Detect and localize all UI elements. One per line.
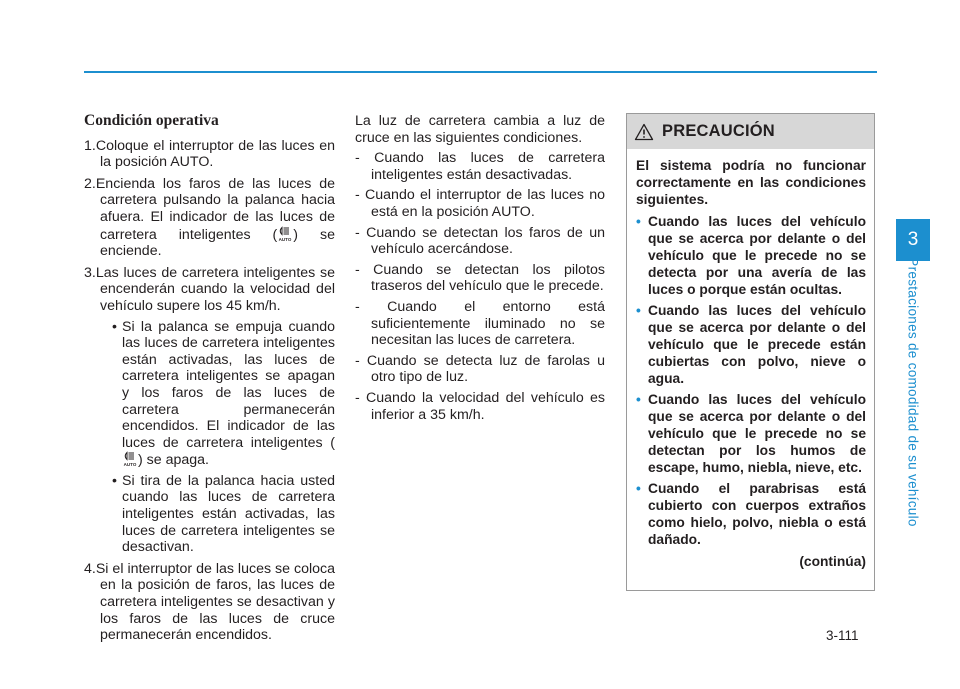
bullet-dot-icon: •	[112, 472, 117, 489]
condition-item: - Cuando se detectan los faros de un vehículo acercándose.	[355, 224, 605, 258]
caution-list	[636, 214, 866, 548]
bullet-dot-icon: •	[636, 303, 641, 319]
bullet-dot-icon: •	[112, 318, 117, 335]
bullet-dot-icon: •	[636, 214, 641, 230]
condition-item: - Cuando las luces de carretera inteligentes están desactivadas.	[355, 150, 605, 183]
step-item: 2.Encienda los faros de las luces de carretera pulsando la palanca hacia afuera. El indicador de las luces de carretera inteligentes ( AUTO ) se enciende.	[84, 175, 335, 260]
caution-box	[626, 113, 875, 591]
step-item: 3.Las luces de carretera inteligentes se encenderán cuando la velocidad del vehículo supere los 45 km/h. • Si la palanca se empuja cuando las luces de carretera inteligentes están activadas, las luces de carretera inteligentes se apagan y los faros de las luces de carretera permanecerán encendidos. El indicador de las luces de carretera inteligentes ( AUTO ) se apaga. • Si tira de la palanca hacia usted cuando las luces de carretera inteligentes están activadas, las luces de carretera inteligentes se desactivan.	[84, 264, 335, 556]
bullet-item: • Si la palanca se empuja cuando las luces de carretera inteligentes están activadas, las luces de carretera inteligentes se apagan y los faros de las luces de carretera permanecerán encendidos. El indicador de las luces de carretera inteligentes ( AUTO ) se apaga.	[112, 318, 335, 469]
step-item: 4.Si el interruptor de las luces se coloca en la posición de faros, las luces de carretera inteligentes se desactivan y los faros de las luces de cruce permanecerán encendidos.	[84, 560, 335, 644]
caution-item: • Cuando las luces del vehículo que se acerca por delante o del vehículo que le precede están cubiertas con polvo, nieve o agua.	[636, 303, 866, 386]
condition-item: - Cuando se detecta luz de farolas u otro tipo de luz.	[355, 352, 606, 386]
caution-title: PRECAUCIÓN	[662, 122, 775, 140]
bullet-list	[100, 319, 335, 556]
warning-triangle-icon	[634, 123, 654, 141]
icon-label: AUTO	[123, 462, 137, 468]
condition-item: - Cuando el interruptor de las luces no está en la posición AUTO.	[355, 187, 606, 220]
caution-header	[627, 114, 874, 149]
condition-item: - Cuando se detectan los pilotos traseros del vehículo que le precede.	[355, 261, 606, 295]
caution-item: • Cuando las luces del vehículo que se acerca por delante o del vehículo que le precede no se detectan por los humos de escape, humo, niebla, nieve, etc.	[636, 392, 866, 475]
bullet-dot-icon: •	[636, 392, 641, 408]
steps-list	[84, 138, 335, 644]
smart-high-beam-icon	[277, 226, 293, 242]
column-left	[84, 113, 335, 649]
continued-label: (continúa)	[799, 553, 866, 569]
bullet-dot-icon: •	[636, 481, 641, 497]
header-rule	[84, 71, 877, 73]
chapter-tab: 3	[896, 219, 930, 261]
page-number: 3-111	[826, 628, 859, 643]
change-intro: La luz de carretera cambia a luz de cruce en las siguientes condiciones.	[355, 113, 605, 146]
step-item: 1.Coloque el interruptor de las luces en la posición AUTO.	[84, 137, 335, 171]
section-heading: Condición operativa	[84, 112, 219, 129]
caution-body	[627, 149, 874, 570]
icon-label: AUTO	[278, 236, 292, 242]
condition-item: - Cuando el entorno está suficientemente iluminado no se necesitan las luces de carretera.	[355, 298, 605, 349]
chapter-title: Prestaciones de comodidad de su vehículo	[905, 257, 921, 527]
caution-item: • Cuando las luces del vehículo que se acerca por delante o del vehículo que le precede no se detecta por una avería de las luces o porque están ocultas.	[636, 214, 866, 297]
bullet-item: • Si tira de la palanca hacia usted cuando las luces de carretera inteligentes están activadas, las luces de carretera inteligentes se desactivan.	[112, 472, 335, 556]
conditions-list	[355, 150, 605, 423]
smart-high-beam-icon	[122, 451, 138, 467]
caution-item: • Cuando el parabrisas está cubierto con cuerpos extraños como hielo, polvo, niebla o está dañado.	[636, 481, 866, 547]
condition-item: - Cuando la velocidad del vehículo es inferior a 35 km/h.	[355, 389, 605, 423]
column-middle	[355, 113, 605, 427]
caution-intro: El sistema podría no funcionar correctamente en las condiciones siguientes.	[636, 158, 866, 207]
